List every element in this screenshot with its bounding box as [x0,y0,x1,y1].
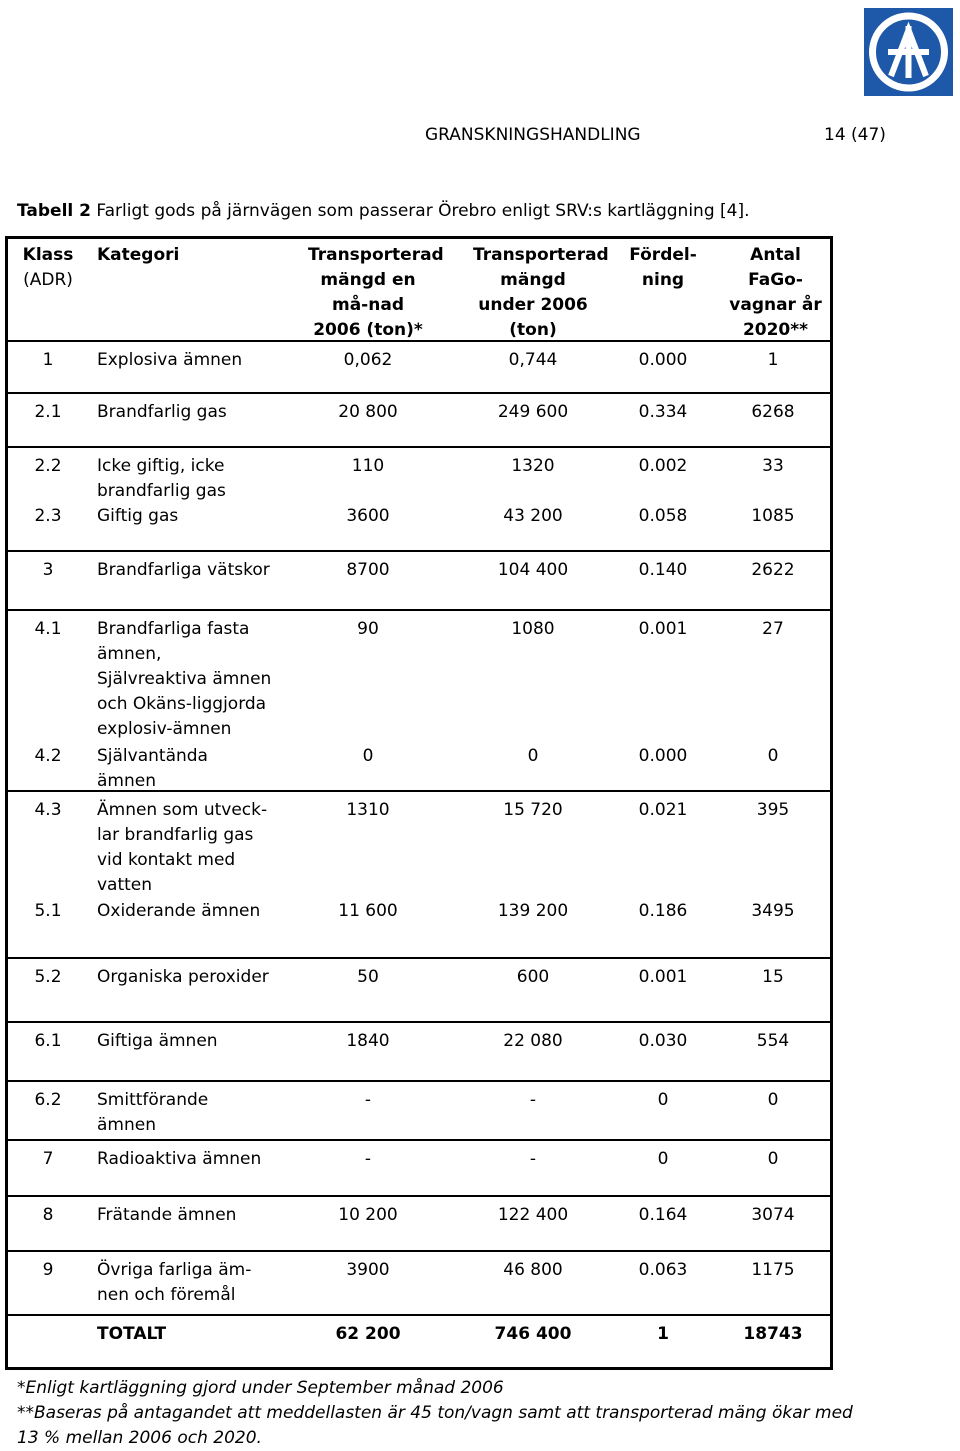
table-header-row [8,239,830,342]
total-label: TOTALT [97,1324,167,1344]
cell-kategori: Ämnen som utveck-lar brandfarlig gas vid kontakt med vatten [97,800,268,895]
cell-kategori: Självantända ämnen [97,746,208,791]
cell-transp-manad: 8700 [346,560,390,580]
cell-kategori: Giftiga ämnen [97,1031,218,1051]
cell-transp-ar: 122 400 [497,1205,569,1225]
cell-antal: 2622 [751,560,795,580]
cell-transp-manad: 1310 [346,800,390,820]
col-header-klass-sub: (ADR) [23,270,73,290]
cell-klass: 5.2 [34,967,62,987]
col-header-klass [22,243,74,293]
col-header-transp-ar: Transporterad mängd under 2006 (ton) [473,245,609,340]
cell-transp-ar: 139 200 [497,901,569,921]
table-row [8,552,830,611]
cell-fordelning: 0.063 [638,1260,688,1280]
cell-kategori: Oxiderande ämnen [97,901,261,921]
table-row [8,738,830,792]
cell-transp-manad: 110 [351,456,385,476]
cell-antal: 1 [767,350,779,370]
cell-klass: 4.1 [34,619,62,639]
cell-klass: 9 [42,1260,54,1280]
cell-transp-ar: 15 720 [503,800,563,820]
cell-transp-ar: 104 400 [497,560,569,580]
total-fordelning: 1 [657,1324,669,1344]
cell-antal: 1085 [751,506,795,526]
table-row [8,792,830,893]
cell-fordelning: 0.001 [638,619,688,639]
page-number: 14 (47) [824,125,886,145]
cell-kategori: Smittförande ämnen [97,1090,209,1135]
cell-transp-ar: 249 600 [497,402,569,422]
cell-kategori: Icke giftig, icke brandfarlig gas [97,456,226,501]
table-caption [17,201,750,221]
cell-fordelning: 0 [657,1149,669,1169]
footnote-3: 13 % mellan 2006 och 2020. [17,1428,262,1448]
document-status: GRANSKNINGSHANDLING [425,125,641,145]
cell-antal: 1175 [751,1260,795,1280]
table-row [8,611,830,738]
footnote-1: *Enligt kartläggning gjord under September månad 2006 [17,1378,504,1398]
col-header-antal: Antal FaGo-vagnar år 2020** [729,245,822,340]
caption-label: Tabell 2 [17,201,91,221]
cell-klass: 2.3 [34,506,62,526]
cell-antal: 3074 [751,1205,795,1225]
cell-transp-ar: 43 200 [503,506,563,526]
cell-fordelning: 0.000 [638,746,688,766]
caption-text: Farligt gods på järnvägen som passerar Örebro enligt SRV:s kartläggning [4]. [90,201,750,221]
cell-transp-ar: 1080 [511,619,555,639]
cell-fordelning: 0.058 [638,506,688,526]
cell-antal: 395 [756,800,790,820]
cell-transp-manad: 0,062 [343,350,393,370]
company-logo [864,8,953,96]
cell-kategori: Giftig gas [97,506,179,526]
table-row [8,448,830,501]
cell-fordelning: 0.334 [638,402,688,422]
cell-klass: 4.2 [34,746,62,766]
total-ar: 746 400 [494,1324,572,1344]
cell-antal: 33 [762,456,784,476]
cell-klass: 8 [42,1205,54,1225]
cell-antal: 27 [762,619,784,639]
table-row [8,893,830,959]
table-row [8,1197,830,1252]
cell-fordelning: 0.164 [638,1205,688,1225]
cell-kategori: Radioaktiva ämnen [97,1149,262,1169]
cell-fordelning: 0.000 [638,350,688,370]
col-header-kategori: Kategori [97,245,180,265]
cell-transp-manad: 10 200 [338,1205,398,1225]
cell-transp-ar: 600 [516,967,550,987]
cell-klass: 6.1 [34,1031,62,1051]
cell-kategori: Organiska peroxider [97,967,269,987]
cell-transp-manad: 0 [362,746,374,766]
cell-klass: 3 [42,560,54,580]
table-row [8,1023,830,1082]
footnote-2: **Baseras på antagandet att meddellasten är 45 ton/vagn samt att transporterad mäng ökar med [17,1403,853,1423]
cell-antal: 3495 [751,901,795,921]
cell-transp-manad: - [364,1090,372,1110]
cell-fordelning: 0.030 [638,1031,688,1051]
cell-transp-manad: 3900 [346,1260,390,1280]
page-header [0,125,960,149]
table-row [8,498,830,552]
cell-transp-ar: 0 [527,746,539,766]
total-manad: 62 200 [335,1324,401,1344]
total-antal: 18743 [743,1324,803,1344]
cell-kategori: Brandfarliga vätskor [97,560,270,580]
cell-fordelning: 0.001 [638,967,688,987]
table-row [8,959,830,1023]
cell-kategori: Brandfarlig gas [97,402,227,422]
cell-antal: 0 [767,746,779,766]
table-row [8,394,830,448]
cell-fordelning: 0.021 [638,800,688,820]
cell-transp-manad: - [364,1149,372,1169]
cell-transp-ar: 0,744 [508,350,558,370]
cell-fordelning: 0.140 [638,560,688,580]
cell-transp-manad: 3600 [346,506,390,526]
table-row [8,342,830,394]
cell-antal: 554 [756,1031,790,1051]
cell-antal: 0 [767,1149,779,1169]
cell-transp-ar: 22 080 [503,1031,563,1051]
cell-fordelning: 0.002 [638,456,688,476]
dangerous-goods-table [5,236,833,1370]
cell-klass: 2.2 [34,456,62,476]
cell-klass: 2.1 [34,402,62,422]
cell-klass: 1 [42,350,54,370]
cell-kategori: Explosiva ämnen [97,350,243,370]
table-total-row [8,1316,830,1368]
cell-transp-ar: - [529,1149,537,1169]
cell-transp-ar: - [529,1090,537,1110]
cell-kategori: Frätande ämnen [97,1205,237,1225]
cell-fordelning: 0.186 [638,901,688,921]
cell-antal: 15 [762,967,784,987]
cell-klass: 7 [42,1149,54,1169]
cell-transp-manad: 50 [357,967,379,987]
cell-antal: 6268 [751,402,795,422]
cell-transp-manad: 90 [357,619,379,639]
col-header-fordelning: Fördel-ning [629,245,697,290]
cell-transp-manad: 11 600 [338,901,398,921]
footnotes [17,1376,853,1451]
cell-kategori: Övriga farliga äm-nen och föremål [97,1260,252,1305]
col-header-transp-manad: Transporterad mängd en må-nad 2006 (ton)* [308,245,444,340]
cell-kategori: Brandfarliga fasta ämnen, Självreaktiva ämnen och Okäns-liggjorda explosiv-ämnen [97,619,272,739]
cell-transp-ar: 46 800 [503,1260,563,1280]
table-row [8,1141,830,1197]
cell-transp-ar: 1320 [511,456,555,476]
cell-antal: 0 [767,1090,779,1110]
cell-klass: 5.1 [34,901,62,921]
cell-transp-manad: 20 800 [338,402,398,422]
cell-transp-manad: 1840 [346,1031,390,1051]
cell-klass: 6.2 [34,1090,62,1110]
cell-fordelning: 0 [657,1090,669,1110]
table-row [8,1082,830,1141]
company-logo-icon [864,8,953,96]
col-header-klass-label: Klass [22,245,74,265]
table-row [8,1252,830,1316]
cell-klass: 4.3 [34,800,62,820]
